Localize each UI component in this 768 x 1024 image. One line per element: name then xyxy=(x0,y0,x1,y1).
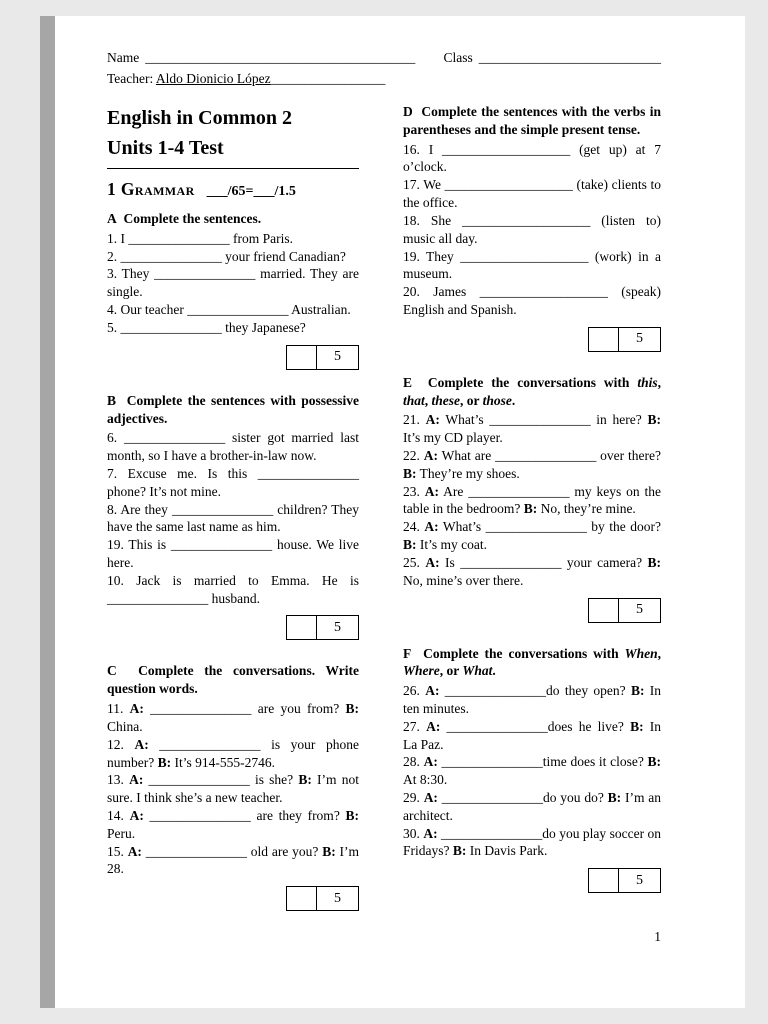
text-run: 30. xyxy=(403,825,424,841)
text-run: F Complete the conversations with xyxy=(403,645,625,661)
section-C xyxy=(107,662,359,911)
text-run: _______________ is your phone number? xyxy=(107,736,359,770)
score-max-cell: 5 xyxy=(618,327,661,352)
text-run: It’s my CD player. xyxy=(403,430,503,446)
text-run: _________________ xyxy=(270,71,386,86)
section-B-question xyxy=(107,501,359,537)
page-edge-shadow xyxy=(40,16,55,1008)
text-run: 14. xyxy=(107,807,130,823)
section-D-question xyxy=(403,248,661,284)
text-run: It’s 914-555-2746. xyxy=(171,754,275,770)
text-run: A: xyxy=(127,843,142,859)
test-title xyxy=(107,103,359,169)
text-run: , or xyxy=(460,392,483,408)
section-E-question xyxy=(403,518,661,554)
text-run: 26. xyxy=(403,683,426,699)
text-run: In Davis Park. xyxy=(466,843,548,859)
text-run: . xyxy=(511,392,516,408)
text-run: 22. xyxy=(403,448,424,463)
text-run: B: xyxy=(298,772,312,788)
class-blank-line: ___________________________ xyxy=(478,50,661,65)
section-E-question xyxy=(403,483,661,519)
text-run: A: xyxy=(423,754,438,770)
text-run: What xyxy=(462,663,493,679)
section-D-question xyxy=(403,141,661,177)
text-run: B: xyxy=(630,683,645,699)
text-run: In La Paz. xyxy=(403,718,661,752)
text-run: these xyxy=(431,392,461,408)
section-E xyxy=(403,374,661,623)
section-E-question xyxy=(403,411,661,447)
text-run: A: xyxy=(423,825,438,841)
text-run: B: xyxy=(647,412,661,428)
section-A-question xyxy=(107,319,359,337)
section-A-question xyxy=(107,248,359,266)
teacher-line xyxy=(107,71,661,87)
text-run: _______________time does it close? xyxy=(437,754,648,770)
text-run: B: xyxy=(647,554,662,570)
section-B-question xyxy=(107,572,359,608)
text-run: Are _______________ my keys on the table in the bedroom? xyxy=(403,483,662,517)
class-label: Class xyxy=(443,50,473,65)
text-run: 24. xyxy=(403,519,425,535)
class-field xyxy=(443,50,661,66)
text-run: _______________ are they from? xyxy=(143,807,346,823)
score-max-cell: 5 xyxy=(618,598,661,623)
text-run: Teacher: xyxy=(107,71,156,86)
text-run: 25. xyxy=(403,554,426,570)
text-run: _______________does he live? xyxy=(440,718,631,734)
text-run: D Complete the sentences with the verbs in parentheses and the simple present tense. xyxy=(403,104,661,137)
text-run: 8. Are they _______________ children? They have the same last name as him. xyxy=(107,501,359,535)
text-run: At 8:30. xyxy=(403,772,448,788)
text-run: that xyxy=(403,392,425,408)
text-run: I’m not sure. I think she’s a new teacher. xyxy=(107,772,359,806)
text-run: 19. They ___________________ (work) in a museum. xyxy=(403,248,661,282)
text-run: 11. xyxy=(107,701,130,717)
section-F xyxy=(403,645,661,894)
text-run: , or xyxy=(439,663,463,679)
text-run: , xyxy=(424,392,432,408)
section-C-question xyxy=(107,843,359,879)
score-max-cell: 5 xyxy=(316,345,359,370)
section-F-question xyxy=(403,789,661,825)
section-B-question xyxy=(107,429,359,465)
text-run: 17. We ___________________ (take) clients to the office. xyxy=(403,177,661,211)
section-F-score-box xyxy=(403,868,661,893)
test-title-line2: Units 1-4 Test xyxy=(107,137,224,159)
page-number: 1 xyxy=(654,929,661,944)
text-run: E Complete the conversations with xyxy=(403,374,638,390)
section-D-score-box xyxy=(403,327,661,352)
score-max-cell: 5 xyxy=(618,868,661,893)
text-run: 27. xyxy=(403,718,427,734)
section-C-heading xyxy=(107,662,359,698)
text-run: A: xyxy=(129,772,144,788)
section-B xyxy=(107,392,359,641)
two-column-layout xyxy=(107,103,661,933)
section-F-question xyxy=(403,753,661,789)
text-run: B: xyxy=(630,718,644,734)
text-run: I’m 28. xyxy=(107,843,360,877)
test-page xyxy=(55,16,745,1008)
text-run: B: xyxy=(607,790,622,805)
right-sections xyxy=(403,103,661,893)
text-run: 18. She ___________________ (listen to) music all day. xyxy=(403,212,661,246)
grammar-score-formula: ___/65=___/1.5 xyxy=(206,184,296,199)
text-run: China. xyxy=(107,718,143,734)
score-input-cell xyxy=(588,598,618,623)
text-run: Aldo Dionicio López xyxy=(155,71,271,86)
text-run: 15. xyxy=(107,843,128,859)
text-run: this xyxy=(637,374,658,390)
section-D-heading xyxy=(403,103,661,139)
score-input-cell xyxy=(588,327,618,352)
text-run: 20. James ___________________ (speak) English and Spanish. xyxy=(403,284,661,317)
text-run: A: xyxy=(425,412,440,428)
text-run: A: xyxy=(129,807,144,823)
text-run: A: xyxy=(426,718,441,734)
text-run: 28. xyxy=(403,754,424,770)
text-run: A: xyxy=(424,483,440,499)
text-run: 23. xyxy=(403,483,425,499)
name-label: Name xyxy=(107,50,140,65)
text-run: 7. Excuse me. Is this _______________ phone? It’s not mine. xyxy=(107,465,359,499)
text-run: What’s _______________ in here? xyxy=(439,412,648,428)
text-run: A: xyxy=(425,554,440,570)
score-input-cell xyxy=(286,886,316,911)
section-C-question xyxy=(107,736,359,772)
section-B-question xyxy=(107,465,359,501)
header-row xyxy=(107,50,661,66)
score-input-cell xyxy=(286,345,316,370)
section-A-score-box xyxy=(107,345,359,370)
text-run: B: xyxy=(345,701,359,717)
section-F-question xyxy=(403,682,661,718)
text-run: 5. _______________ they Japanese? xyxy=(107,319,306,335)
score-max-cell: 5 xyxy=(316,886,359,911)
section-A-heading xyxy=(107,210,359,228)
text-run: B: xyxy=(523,501,538,517)
text-run: 10. Jack is married to Emma. He is _______________ husband. xyxy=(107,572,359,606)
text-run: 6. _______________ sister got married last month, so I have a brother-in-law now. xyxy=(107,430,359,464)
text-run: B Complete the sentences with possessive adjectives. xyxy=(107,392,359,426)
section-A-question xyxy=(107,230,359,248)
section-F-heading xyxy=(403,645,661,681)
section-D-question xyxy=(403,283,661,319)
text-run: What’s _______________ by the door? xyxy=(438,519,661,535)
text-run: those xyxy=(482,392,512,408)
section-C-question xyxy=(107,700,359,736)
text-run: 4. Our teacher _______________ Australian. xyxy=(107,302,351,318)
section-E-score-box xyxy=(403,598,661,623)
text-run: What are _______________ over there? xyxy=(438,448,662,463)
text-run: _______________ old are you? xyxy=(141,843,323,859)
section-B-question xyxy=(107,536,359,572)
name-field xyxy=(107,50,415,66)
text-run: A: xyxy=(424,519,439,535)
text-run: No, they’re mine. xyxy=(537,501,636,517)
text-run: . xyxy=(492,663,496,679)
section-F-question xyxy=(403,825,661,861)
text-run: A: xyxy=(134,736,149,752)
section-E-question xyxy=(403,554,661,590)
text-run: 12. xyxy=(107,736,135,752)
text-run: 19. This is _______________ house. We live here. xyxy=(107,537,359,570)
grammar-heading xyxy=(107,179,359,200)
text-run: They’re my shoes. xyxy=(416,465,520,481)
section-A xyxy=(107,210,359,370)
text-run: Peru. xyxy=(107,825,136,841)
text-run: 21. xyxy=(403,412,426,428)
section-B-heading xyxy=(107,392,359,428)
name-blank-line: ________________________________________ xyxy=(145,50,416,65)
section-C-question xyxy=(107,807,359,843)
text-run: , xyxy=(657,645,661,661)
text-run: , xyxy=(657,374,661,390)
text-run: 2. _______________ your friend Canadian? xyxy=(107,248,346,264)
score-max-cell: 5 xyxy=(316,615,359,640)
text-run: I’m an architect. xyxy=(403,790,662,823)
text-run: B: xyxy=(452,843,467,859)
section-E-question xyxy=(403,447,661,483)
section-C-score-box xyxy=(107,886,359,911)
section-D xyxy=(403,103,661,352)
text-run: 13. xyxy=(107,772,130,788)
text-run: A: xyxy=(423,790,438,805)
text-run: _______________do they open? xyxy=(439,683,631,699)
text-run: B: xyxy=(403,537,417,553)
text-run: It’s my coat. xyxy=(416,537,487,553)
text-run: Is _______________ your camera? xyxy=(439,554,648,570)
score-input-cell xyxy=(286,615,316,640)
text-run: In ten minutes. xyxy=(403,683,662,716)
section-D-question xyxy=(403,212,661,248)
score-input-cell xyxy=(588,868,618,893)
text-run: 1. I _______________ from Paris. xyxy=(107,230,293,246)
text-run: Where xyxy=(403,663,440,679)
text-run: A: xyxy=(423,448,438,463)
text-run: B: xyxy=(345,807,359,823)
section-A-question xyxy=(107,265,359,301)
text-run: _______________ is she? xyxy=(143,772,299,788)
text-run: B: xyxy=(647,754,662,770)
left-sections xyxy=(107,210,359,911)
section-E-heading xyxy=(403,374,661,410)
section-F-question xyxy=(403,718,661,754)
text-run: When xyxy=(624,645,658,661)
left-column xyxy=(107,103,359,933)
section-C-question xyxy=(107,771,359,807)
section-B-score-box xyxy=(107,615,359,640)
text-run: C Complete the conversations. Write question words. xyxy=(107,663,359,697)
grammar-label: 1 Grammar xyxy=(107,179,195,199)
text-run: A: xyxy=(425,683,440,699)
text-run: B: xyxy=(322,843,336,859)
test-title-line1: English in Common 2 xyxy=(107,107,293,129)
section-D-question xyxy=(403,176,661,212)
text-run: 16. I ___________________ (get up) at 7 o’clock. xyxy=(403,141,661,175)
text-run: A: xyxy=(129,701,144,717)
text-run: _______________do you do? xyxy=(437,790,608,805)
text-run: A Complete the sentences. xyxy=(107,211,262,226)
text-run: B: xyxy=(157,754,172,770)
text-run: B: xyxy=(403,465,417,481)
text-run: 29. xyxy=(403,790,424,805)
text-run: 3. They _______________ married. They are single. xyxy=(107,266,359,300)
text-run: No, mine’s over there. xyxy=(403,572,524,588)
text-run: _______________do you play soccer on Fridays? xyxy=(403,825,662,859)
section-A-question xyxy=(107,301,359,319)
text-run: _______________ are you from? xyxy=(143,701,346,717)
right-column xyxy=(403,103,661,915)
